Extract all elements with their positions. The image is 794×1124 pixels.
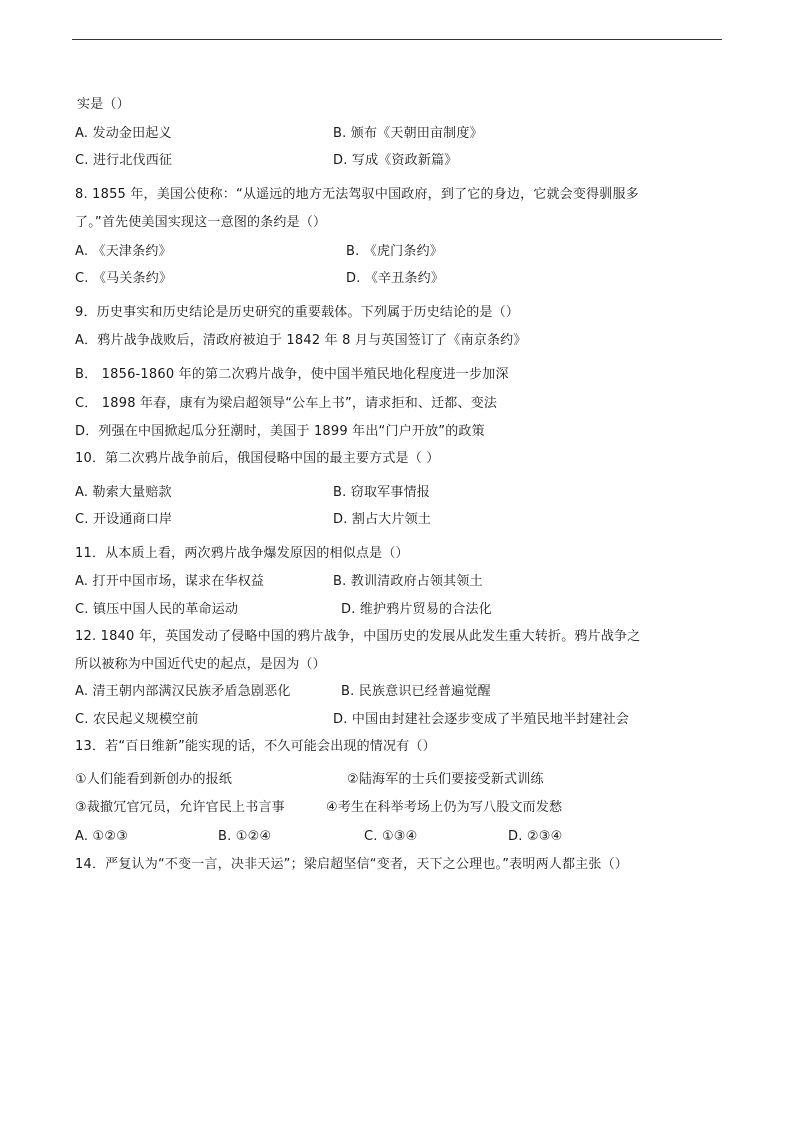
q11-option-c: C. 镇压中国人民的革命运动 bbox=[75, 602, 239, 617]
q9-option-d: D．列强在中国掀起瓜分狂潮时，美国于 1899 年出“门户开放”的政策 bbox=[75, 424, 485, 439]
q11-option-a: A. 打开中国市场，谋求在华权益 bbox=[75, 574, 265, 589]
q13-option-a: A. ①②③ bbox=[75, 829, 129, 844]
q7-stem-continuation: 实是（） bbox=[77, 97, 130, 112]
q10-option-d: D. 割占大片领土 bbox=[333, 512, 432, 527]
q8-option-d: D. 《辛丑条约》 bbox=[346, 271, 445, 286]
q13-statement-4: ④考生在科举考场上仍为写八股文而发愁 bbox=[326, 800, 563, 815]
q7-option-b: B. 颁布《天朝田亩制度》 bbox=[333, 126, 483, 141]
q12-option-b: B. 民族意识已经普遍觉醒 bbox=[341, 684, 491, 699]
q8-option-a: A. 《天津条约》 bbox=[75, 244, 172, 259]
q9-option-c: C． 1898 年春，康有为梁启超领导“公车上书”，请求拒和、迁都、变法 bbox=[75, 396, 498, 411]
q12-option-c: C. 农民起义规模空前 bbox=[75, 712, 199, 727]
q13-option-d: D. ②③④ bbox=[508, 829, 563, 844]
q11-option-b: B. 教训清政府占领其领土 bbox=[333, 574, 483, 589]
q14-stem: 14．严复认为“不变一言，决非天运”；梁启超坚信“变者，天下之公理也。”表明两人都主张（） bbox=[75, 857, 628, 872]
q12-option-a: A. 清王朝内部满汉民族矛盾急剧恶化 bbox=[75, 684, 291, 699]
q13-option-c: C. ①③④ bbox=[364, 829, 418, 844]
q13-statement-1: ①人们能看到新创办的报纸 bbox=[75, 772, 233, 787]
q13-statement-3: ③裁撤冗官冗员，允许官民上书言事 bbox=[75, 800, 285, 815]
q12-stem-line-1: 12. 1840 年，英国发动了侵略中国的鸦片战争，中国历史的发展从此发生重大转折。鸦片战争之 bbox=[75, 629, 641, 644]
q9-stem: 9．历史事实和历史结论是历史研究的重要载体。下列属于历史结论的是（） bbox=[75, 305, 520, 320]
q10-option-a: A. 勒索大量赔款 bbox=[75, 485, 172, 500]
q7-option-c: C. 进行北伐西征 bbox=[75, 153, 173, 168]
q9-option-a: A．鸦片战争战败后，清政府被迫于 1842 年 8 月与英国签订了《南京条约》 bbox=[75, 333, 527, 348]
q13-option-b: B. ①②④ bbox=[218, 829, 272, 844]
header-rule bbox=[72, 39, 722, 40]
q12-stem-line-2: 所以被称为中国近代史的起点，是因为（） bbox=[75, 657, 326, 672]
q9-option-b: B． 1856-1860 年的第二次鸦片战争，使中国半殖民地化程度进一步加深 bbox=[75, 367, 509, 382]
q10-stem: 10．第二次鸦片战争前后，俄国侵略中国的最主要方式是（ ） bbox=[75, 451, 440, 466]
q13-statement-2: ②陆海军的士兵们要接受新式训练 bbox=[347, 772, 544, 787]
q7-option-d: D. 写成《资政新篇》 bbox=[333, 153, 458, 168]
q8-option-c: C. 《马关条约》 bbox=[75, 271, 173, 286]
q11-option-d: D. 维护鸦片贸易的合法化 bbox=[341, 602, 492, 617]
q8-option-b: B. 《虎门条约》 bbox=[346, 244, 443, 259]
q13-stem: 13．若“百日维新”能实现的话，不久可能会出现的情况有（） bbox=[75, 739, 436, 754]
q8-stem-line-2: 了。”首先使美国实现这一意图的条约是（） bbox=[75, 215, 327, 230]
q12-option-d: D. 中国由封建社会逐步变成了半殖民地半封建社会 bbox=[333, 712, 630, 727]
q10-option-c: C. 开设通商口岸 bbox=[75, 512, 173, 527]
q8-stem-line-1: 8. 1855 年，美国公使称：“从遥远的地方无法驾驭中国政府，到了它的身边，它就会变得驯服多 bbox=[75, 187, 639, 202]
q10-option-b: B. 窃取军事情报 bbox=[333, 485, 430, 500]
q11-stem: 11．从本质上看，两次鸦片战争爆发原因的相似点是（） bbox=[75, 546, 409, 561]
q7-option-a: A. 发动金田起义 bbox=[75, 126, 172, 141]
